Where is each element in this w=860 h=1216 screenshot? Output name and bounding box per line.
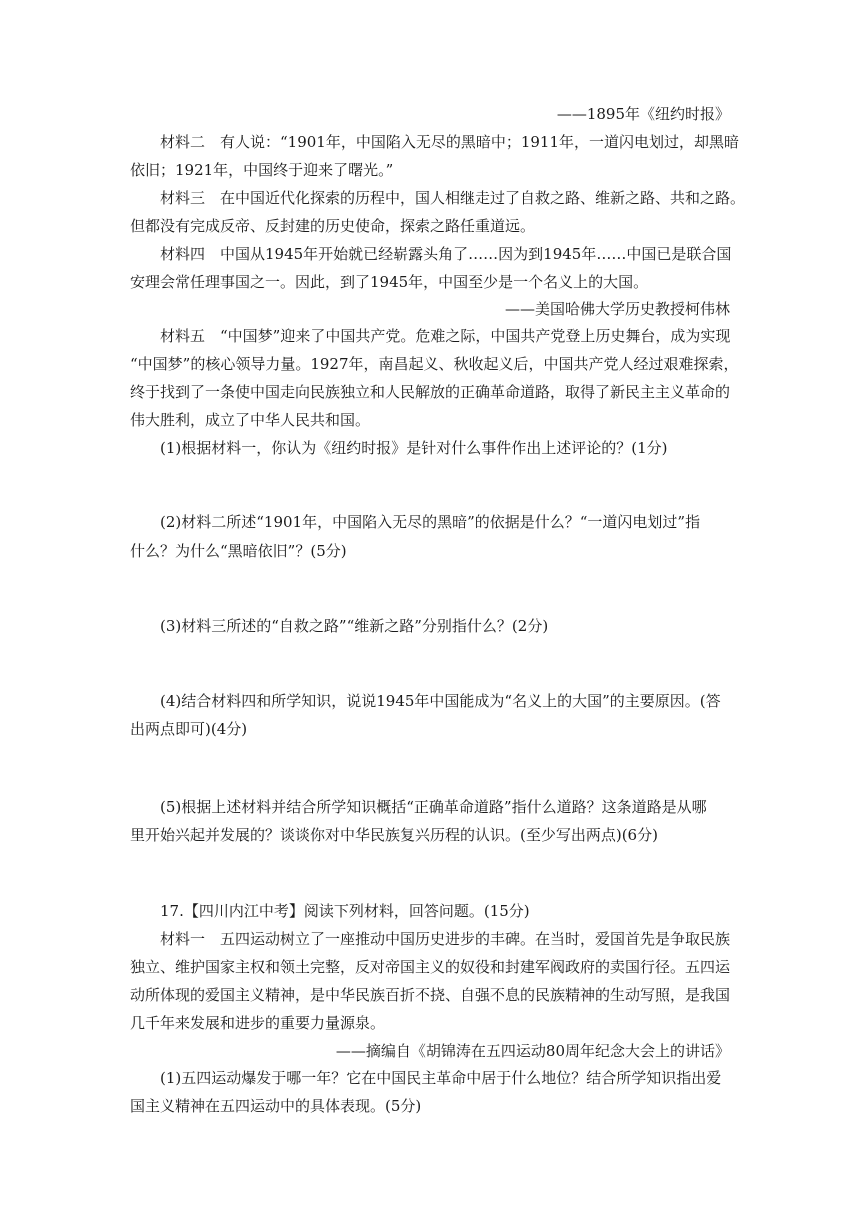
question-5-line-2: 里开始兴起并发展的？谈谈你对中华民族复兴历程的认识。(至少写出两点)(6分) xyxy=(130,826,658,844)
q17-question-1-line-2: 国主义精神在五四运动中的具体表现。(5分) xyxy=(130,1097,422,1115)
q17-material-1-line-4: 几千年来发展和进步的重要力量源泉。 xyxy=(130,1014,386,1032)
material-5-line-4: 伟大胜利，成立了中华人民共和国。 xyxy=(130,411,371,429)
material-2-line-2: 依旧；1921年，中国终于迎来了曙光。” xyxy=(130,161,394,179)
material-5-line-3: 终于找到了一条使中国走向民族独立和人民解放的正确革命道路，取得了新民主主义革命的 xyxy=(130,383,731,401)
question-17-heading: 17.【四川内江中考】阅读下列材料，回答问题。(15分) xyxy=(160,902,530,920)
question-4-line-2: 出两点即可)(4分) xyxy=(130,720,248,738)
material-4-line-1: 材料四 中国从1945年开始就已经崭露头角了……因为到1945年……中国已是联合国 xyxy=(160,245,732,263)
q17-material-1-line-2: 独立、维护国家主权和领土完整，反对帝国主义的奴役和封建军阀政府的卖国行径。五四运 xyxy=(130,958,731,976)
question-4-line-1: (4)结合材料四和所学知识，说说1945年中国能成为“名义上的大国”的主要原因。(答 xyxy=(160,692,721,710)
material-2-line-1: 材料二 有人说：“1901年，中国陷入无尽的黑暗中；1911年，一道闪电划过，却黑暗 xyxy=(160,133,740,151)
question-5-line-1: (5)根据上述材料并结合所学知识概括“正确革命道路”指什么道路？这条道路是从哪 xyxy=(160,798,707,816)
q17-question-1-line-1: (1)五四运动爆发于哪一年？它在中国民主革命中居于什么地位？结合所学知识指出爱 xyxy=(160,1069,722,1087)
q17-material-1-line-3: 动所体现的爱国主义精神，是中华民族百折不挠、自强不息的民族精神的生动写照，是我国 xyxy=(130,986,731,1004)
material-4-line-2: 安理会常任理事国之一。因此，到了1945年，中国至少是一个名义上的大国。 xyxy=(130,273,649,291)
material-5-line-2: “中国梦”的核心领导力量。1927年，南昌起义、秋收起义后，中国共产党人经过艰难探索， xyxy=(130,355,739,373)
q17-material-1-line-1: 材料一 五四运动树立了一座推动中国历史进步的丰碑。在当时，爱国首先是争取民族 xyxy=(160,930,731,948)
source-1895-nyt: ——1895年《纽约时报》 xyxy=(556,105,730,123)
material-3-line-2: 但都没有完成反帝、反封建的历史使命，探索之路任重道远。 xyxy=(130,217,536,235)
material-5-line-1: 材料五 “中国梦”迎来了中国共产党。危难之际，中国共产党登上历史舞台，成为实现 xyxy=(160,327,731,345)
question-2-line-1: (2)材料二所述“1901年，中国陷入无尽的黑暗”的依据是什么？“一道闪电划过”指 xyxy=(160,513,701,531)
question-3: (3)材料三所述的“自救之路”“维新之路”分别指什么？(2分) xyxy=(160,617,549,635)
source-harvard-professor: ——美国哈佛大学历史教授柯伟林 xyxy=(504,300,730,318)
question-1: (1)根据材料一，你认为《纽约时报》是针对什么事件作出上述评论的？(1分) xyxy=(160,439,668,457)
material-3-line-1: 材料三 在中国近代化探索的历程中，国人相继走过了自救之路、维新之路、共和之路。 xyxy=(160,189,746,207)
question-2-line-2: 什么？为什么“黑暗依旧”？(5分) xyxy=(130,542,347,560)
source-hu-jintao-speech: ——摘编自《胡锦涛在五四运动80周年纪念大会上的讲话》 xyxy=(335,1042,730,1060)
